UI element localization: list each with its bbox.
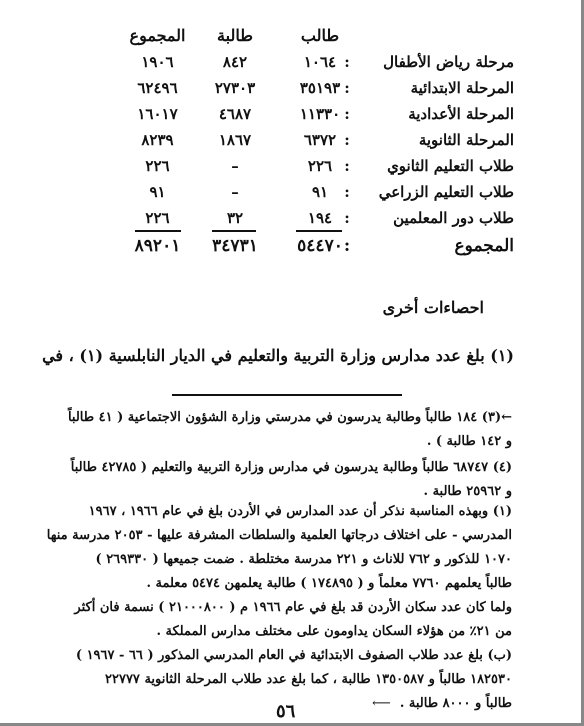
footnote-line: ←(٣) ١٨٤ طالباً وطالبة يدرسون في مدرستي وزارة الشؤون الاجتماعية ( ٤١ طالباً bbox=[67, 410, 512, 425]
total-total: ٨٩٢٠١ bbox=[134, 236, 181, 256]
footnote-line: ١٠٧٠ للذكور و ٧٦٢ للاناث و ٢٢١ مدرسة مختلطة . ضمت جميعها ( ٢٦٩٣٣٠ ) bbox=[95, 552, 512, 567]
table-total-row bbox=[0, 233, 584, 259]
footnote-line: و ٢٥٩٦٢ طالبة . bbox=[423, 484, 512, 499]
row-male: ١٠٦٤ bbox=[303, 53, 337, 71]
row-total: ٨٢٣٩ bbox=[141, 131, 174, 149]
row-label: المرحلة الابتدائية bbox=[410, 79, 514, 97]
footnote-line: و ١٤٢ طالبة ) . bbox=[426, 434, 512, 449]
table-row bbox=[0, 153, 584, 179]
row-total: ٦٢٤٩٦ bbox=[137, 79, 178, 97]
footnote-line: (ب) بلغ عدد طلاب الصفوف الابتدائية في العام المدرسي المذكور ( ٦٦ - ١٩٦٧ ) bbox=[75, 648, 512, 663]
footnote-separator bbox=[172, 394, 402, 396]
total-rule-total bbox=[135, 230, 181, 232]
row-label: المرحلة الثانوية bbox=[418, 131, 514, 149]
footnote-line: المدرسي - على اختلاف درجاتها العلمية والسلطات المشرفة عليها - ٢٠٥٣ مدرسة منها bbox=[46, 528, 512, 543]
table-header bbox=[0, 23, 584, 49]
header-total: المجموع bbox=[129, 26, 186, 45]
row-total: ١٦٠١٧ bbox=[137, 105, 178, 123]
row-female: ٢٧٣٠٣ bbox=[214, 79, 256, 97]
total-rule-male bbox=[296, 230, 342, 232]
row-label: طلاب دور المعلمين bbox=[393, 209, 514, 227]
header-female: طالبة bbox=[217, 26, 253, 45]
row-separator: : bbox=[344, 131, 350, 149]
footnote-3 bbox=[62, 406, 512, 454]
table-row bbox=[0, 179, 584, 205]
row-female: ٣٢ bbox=[226, 209, 244, 227]
row-separator: : bbox=[344, 157, 350, 175]
row-female: ٨٤٢ bbox=[222, 53, 248, 71]
section-title: احصاءات أخرى bbox=[382, 298, 484, 317]
row-male: ١١٣٣٠ bbox=[299, 105, 341, 123]
row-female: – bbox=[231, 157, 239, 175]
total-female: ٣٤٧٣١ bbox=[212, 236, 258, 256]
total-male: ٥٤٤٧٠ bbox=[297, 236, 343, 256]
footnote-1 bbox=[46, 500, 512, 716]
row-male: ١٩٤ bbox=[307, 209, 333, 227]
table-row bbox=[0, 75, 584, 101]
row-female: ١٨٦٧ bbox=[218, 131, 252, 149]
header-male: طالب bbox=[300, 26, 340, 45]
row-separator: : bbox=[344, 105, 350, 123]
table-row bbox=[0, 101, 584, 127]
page-number: ٥٦ bbox=[276, 701, 296, 722]
row-label: المرحلة الأعدادية bbox=[408, 105, 514, 123]
footnote-line: (٤) ٦٨٧٤٧ طالباً وطالبة يدرسون في مدارس وزارة التربية والتعليم ( ٤٢٧٨٥ طالباً bbox=[70, 460, 512, 475]
row-total: ٢٢٦ bbox=[145, 157, 170, 175]
table-row bbox=[0, 49, 584, 75]
row-total: ٢٢٦ bbox=[145, 209, 170, 227]
row-label: طلاب التعليم الثانوي bbox=[387, 157, 514, 175]
total-rule-female bbox=[212, 230, 256, 232]
row-female: – bbox=[231, 183, 239, 201]
row-male: ٦٣٧٢ bbox=[303, 131, 337, 149]
row-label: مرحلة رياض الأطفال bbox=[383, 53, 514, 71]
row-total: ٩١ bbox=[149, 183, 166, 201]
row-female: ٤٦٨٧ bbox=[218, 105, 252, 123]
total-separator: : bbox=[343, 236, 351, 256]
row-total: ١٩٠٦ bbox=[141, 53, 174, 71]
total-label: المجموع bbox=[454, 236, 514, 256]
table-row bbox=[0, 205, 584, 231]
footnote-line: طالباً يعلمهم ٧٧٦٠ معلماً و ( ١٧٤٨٩٥ ) طالبة يعلمهن ٥٤٧٤ معلمة . bbox=[146, 576, 512, 591]
paragraph-1: (١) بلغ عدد مدارس وزارة التربية والتعليم في الديار النابلسية (١) ، في bbox=[42, 346, 514, 365]
footnote-line: (١) وبهذه المناسبة نذكر أن عدد المدارس في الأردن بلغ في عام ١٩٦٦ ، ١٩٦٧ bbox=[88, 504, 512, 519]
row-label: طلاب التعليم الزراعي bbox=[378, 183, 514, 201]
row-male: ٢٢٦ bbox=[307, 157, 333, 175]
footnote-4 bbox=[62, 456, 512, 504]
row-separator: : bbox=[344, 53, 350, 71]
row-separator: : bbox=[344, 183, 350, 201]
arrow-left-icon: ⟵ bbox=[372, 696, 391, 711]
row-separator: : bbox=[344, 79, 350, 97]
row-separator: : bbox=[344, 209, 350, 227]
footnote-line: ولما كان عدد سكان الأردن قد بلغ في عام ١٩٦٦ م ( ٢١٠٠٠٨٠٠ ) نسمة فان أكثر bbox=[74, 600, 512, 615]
row-male: ٩١ bbox=[311, 183, 329, 201]
table-row bbox=[0, 127, 584, 153]
row-male: ٣٥١٩٣ bbox=[299, 79, 341, 97]
footnote-line: ١٨٢٥٣٠ طالباً و ١٣٥٠٥٨٧ طالبة ، كما بلغ عدد طلاب المرحلة الثانوية ٢٢٧٧٧ bbox=[105, 672, 512, 687]
footnote-last-text: طالباً و ٨٠٠٠ طالبة . bbox=[399, 696, 512, 711]
footnote-line: من ٢١٪ من هؤلاء السكان يداومون على مختلف مدارس المملكة . bbox=[156, 624, 512, 639]
